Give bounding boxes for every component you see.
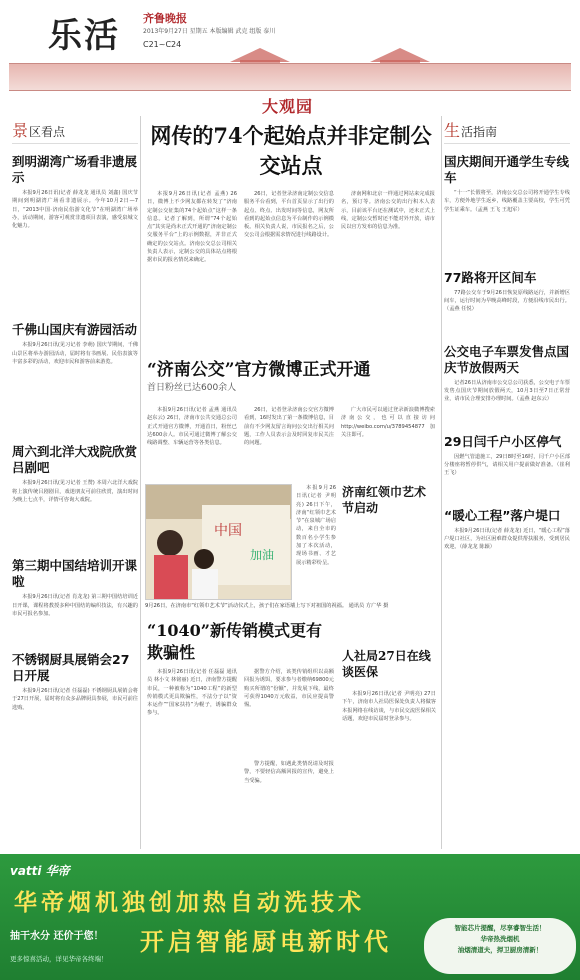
column-tag-label: 活指南 <box>461 125 498 139</box>
ad-promo: 抽干水分 还价于您！ <box>10 931 104 942</box>
news-item[interactable] <box>444 154 570 214</box>
news-body: 本报9月26日讯(见习记者 王赞) 本周六北洋大戏院将上演传统吕剧剧目，戏迷朋友可前往欣赏，演出时间为晚上七点半，详情可咨询大戏院。 <box>12 480 138 503</box>
news-body: “十一”长假将至，济南公交总公司将开通学生专线车，方便外地学生返乡，线路覆盖主要高校，学生可凭学生证乘车。（孟燕 王飞 王旭军） <box>444 190 570 213</box>
news-headline: 国庆期间开通学生专线车 <box>444 154 570 185</box>
main-headline[interactable]: 网传的74个起始点并非定制公交站点 <box>150 123 432 178</box>
column-tag-initial: 景 <box>12 121 29 140</box>
svg-text:加油: 加油 <box>250 548 275 562</box>
left-column <box>12 118 138 712</box>
article-body: 本报9月26日讯(记者 尹明亮) 26日下午，济南“红领巾艺术节”在泉城广场启动，来自全市的数百名小学生参加了本次活动，现场书画、才艺展示精彩纷呈。 <box>296 485 336 566</box>
news-body: 77路公交车于9月26日恢复原线路运行，并新增区间车，运行时间为早晚高峰时段，方便沿线市民出行。（孟燕 任悦） <box>444 289 570 313</box>
news-body: 因燃气管道施工，29日8时至16时，闫千户小区部分楼座将暂停供气，请相关用户提前做好准备。（崔利 王飞） <box>444 453 570 477</box>
news-headline: 不锈钢厨具展销会27日开展 <box>12 652 130 684</box>
news-item[interactable] <box>444 270 570 314</box>
svg-text:中国: 中国 <box>214 523 242 539</box>
article-body: 警方提醒，如遇此类情况请及时报警，不要轻信高额回报的宣传，避免上当受骗。 <box>244 761 334 784</box>
news-headline: 周六到北洋大戏院欣赏吕剧吧 <box>12 444 138 476</box>
article-body: 26日，记者登录济南定制公交信息服务平台看到，平台首页显示了出行的起点、终点、出发时间等信息，网友所看到的起始点信息为平台制作的示例模板。相关负责人说，市民报名之后，公交公司会根据需求情况进行线路设计。 <box>244 191 334 239</box>
column-divider <box>441 116 442 849</box>
article-body: 本报9月26日讯(记者 孟燕) 26日，微博上不少网友都在转发了“济南定制公交征集的74个起始点”这样一条信息。记者了解到，所谓“74个起始点”其实是尚未正式开通的“济南定制公交服务平台”上的示例数据，并非正式确定的公交站点。济南公交总公司相关负责人表示，定制公交的具体站点将根据市民的报名情况来确定。 <box>147 191 237 264</box>
article-body: 26日，记者登录济南公交官方微博看到，16时发出了第一条微博信息，目前有不少网友留言询问公交出行相关问题，工作人员表示会及时回复市民关注的问题。 <box>244 407 334 447</box>
article-body: 据警方介绍，该类传销组织以高额回报为诱饵，要求参与者缴纳69800元购买所谓的“份额”，并发展下线，最终可获得1040万元收益，市民应提高警惕。 <box>244 669 334 709</box>
header-band <box>9 63 571 91</box>
photo-caption: 9月26日，在济南市“红领巾艺术节”活动仪式上，孩子们在家语墙上写下对祖国的祝福。 通讯员 方广华 摄 <box>145 603 389 609</box>
news-item[interactable] <box>444 508 570 552</box>
sub-headline[interactable]: “1040”新传销模式更有欺骗性 <box>147 621 322 662</box>
column-tag-initial: 生 <box>444 121 461 140</box>
article-body: 广大市民可以通过登录新浪微博搜索济南公交，也可以直接访问 http://weibo.com/u/3789454877 加关注即可。 <box>341 407 435 438</box>
news-item[interactable] <box>444 344 570 404</box>
article-body: 本报9月26日讯(记者 孟燕 通讯员 赵东云) 26日，济南市公共交通总公司正式开通官方微博，开通首日，粉丝已达600余人。市民可通过微博了解公交线路调整、车辆运营等各类信息。 <box>147 407 237 447</box>
news-headline: 到明湖湾广场看非遗展示 <box>12 154 138 185</box>
news-item[interactable] <box>12 322 138 366</box>
children-painting-photo <box>146 485 292 600</box>
column-divider <box>140 116 141 849</box>
masthead <box>0 0 580 92</box>
column-tag <box>12 118 138 144</box>
news-headline: 公交电子车票发售点国庆节放假两天 <box>444 343 570 375</box>
sub-deck: 首日粉丝已达600余人 <box>147 383 237 393</box>
news-body: 本报9月26日讯(记者 薛龙龙) 近日，“暖心工程”落户堤口社区，为社区困难群众提供帮扶服务，受到居民欢迎。（薛龙龙 陈颖） <box>444 527 570 551</box>
news-body: 本报9月26日讯(记者 肖龙龙) 第三期中国结培训近日开课，课程将教授多种中国结的编织技法，有兴趣的市民可报名参加。 <box>12 594 138 617</box>
news-photo <box>145 484 292 600</box>
news-headline: 29日闫千户小区停气 <box>444 433 562 449</box>
ad-headline: 华帝烟机独创加热自动洗技术 <box>14 889 365 916</box>
page-range: C21~C24 <box>143 40 182 49</box>
article-body: 本报9月26日讯(记者 尹明亮) 27日下午，济南市人社局医保处负责人将做客本报网络在线访谈，与市民交流医保相关话题，欢迎市民届时登录参与。 <box>342 691 436 722</box>
column-tag-label: 区看点 <box>29 125 66 139</box>
column-title: 大观园 <box>262 97 314 116</box>
ad-badge <box>424 918 576 974</box>
news-body: 本报9月26日讯(记者 任磊磊) 不锈钢厨具展销会将于27日开展，届时将有众多品牌厨具参展，市民可前往选购。 <box>12 688 138 711</box>
pavilion-icon <box>220 34 440 64</box>
sub-headline[interactable]: “济南公交”官方微博正式开通 <box>147 360 371 380</box>
news-item[interactable] <box>12 652 138 712</box>
news-item[interactable] <box>12 154 138 230</box>
advertisement-banner[interactable] <box>0 854 580 980</box>
sub-headline[interactable]: 人社局27日在线谈医保 <box>342 649 431 679</box>
news-headline: “暖心工程”落户堤口 <box>444 507 561 523</box>
news-headline: 千佛山国庆有游园活动 <box>12 322 138 338</box>
ad-badge-line: 油烟清道夫，捍卫厨房清新！ <box>457 946 543 954</box>
ad-footnote: 更多惊喜活动，详见华帝各终端！ <box>10 955 108 963</box>
issue-date: 2013年9月27日 星期五 本版编辑 武克 组版 泰川 <box>143 28 276 35</box>
ad-badge-line: 智能芯片提醒，尽享睿智生活！ <box>454 924 546 932</box>
right-column <box>444 118 570 551</box>
news-item[interactable] <box>444 434 570 478</box>
article-body: 济南网和北京一样通过网站来完成报名，预订等。济南公交的出行积木人表示，目前该平台还在测试中，还未正式上线，定制公交暂时还不能对外开放，请市民以官方发布的信息为准。 <box>341 191 435 231</box>
news-body: 记者26日从济南市公交总公司获悉，公交电子车票发售点国庆节期间放假两天，10月3日至7日正常营业，请市民合理安排办理时间。（孟燕 赵东云） <box>444 379 570 403</box>
article-body: 本报9月26日讯(记者 任磊磊 通讯员 林小文 林铭丽) 近日，济南警方提醒市民，一种被称为“1040工程”的新型传销模式更具欺骗性，不法分子以“资本运作”“国家扶持”为幌子，诱骗群众参与。 <box>147 669 237 717</box>
news-body: 本报9月26日讯(记者 薛龙龙 通讯员 刘鑫) 国庆节期间到明湖湾广场看非遗展示。今年10月2日—7日，“2013中国·济南民俗游文化节”在明湖湾广场举办，活动期间，游客可观赏非遗项目表演，感受泉城文化魅力。 <box>12 190 138 230</box>
sub-headline[interactable]: 济南红领巾艺术节启动 <box>342 485 427 515</box>
ad-subheadline: 开启智能厨电新时代 <box>140 927 392 956</box>
brand-logo: vatti 华帝 <box>10 864 70 878</box>
ad-badge-line: 华帝热洗烟机 <box>480 935 520 943</box>
news-item[interactable] <box>12 444 138 504</box>
newspaper-logo: 齐鲁晚报 <box>143 12 187 25</box>
news-item[interactable] <box>12 558 138 618</box>
section-title: 乐活 <box>48 16 120 56</box>
news-body: 本报9月26日讯(见习记者 李萌) 国庆节期间，千佛山景区将举办游园活动，届时将有书画展、民俗表演等丰富多彩的活动，欢迎市民和游客前来游览。 <box>12 342 138 366</box>
news-headline: 第三期中国结培训开课啦 <box>12 558 138 590</box>
news-headline: 77路将开区间车 <box>444 269 537 285</box>
column-tag <box>444 118 570 144</box>
